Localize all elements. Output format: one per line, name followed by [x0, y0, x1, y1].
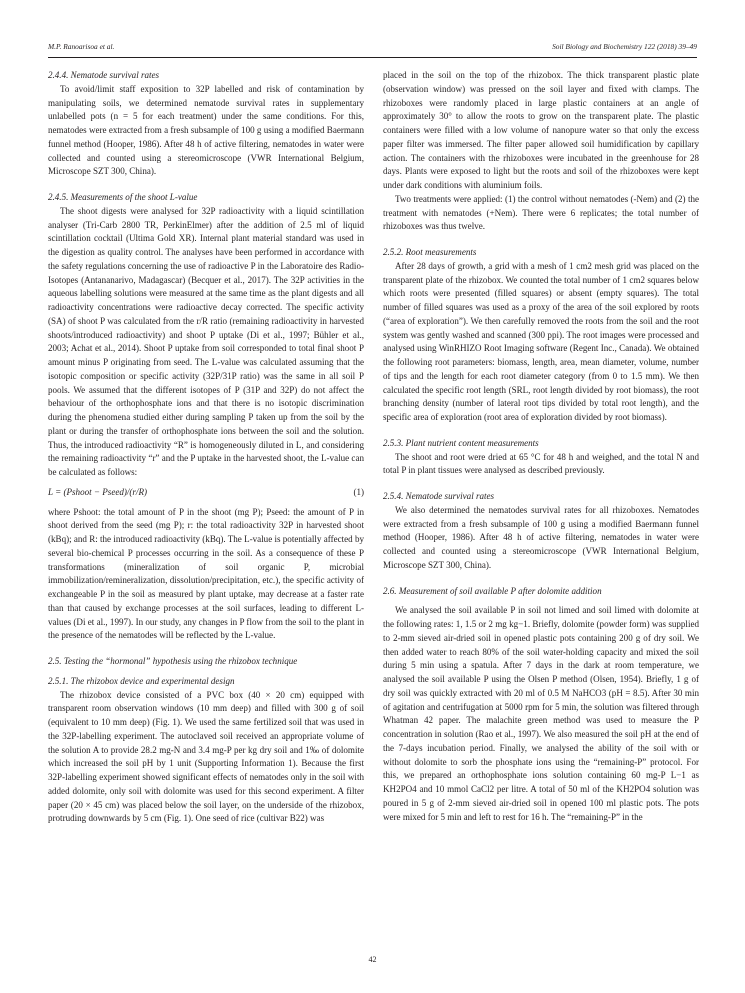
heading-2-5-2: 2.5.2. Root measurements: [383, 247, 477, 257]
left-column: [48, 69, 364, 826]
heading-2-4-4: 2.4.4. Nematode survival rates: [48, 70, 160, 80]
equation-formula: L = (Pshoot − Pseed)/(r/R): [48, 486, 147, 497]
running-header-journal: Soil Biology and Biochemistry 122 (2018) 39–49: [552, 42, 697, 51]
paragraph-treatments: Two treatments were applied: (1) the control without nematodes (-Nem) and (2) the treatment with nematodes (+Nem). There were 6 replicates; the total number of rhizoboxes was thus twelve.: [383, 193, 699, 232]
paragraph-2-4-4: To avoid/limit staff exposition to 32P labelled and risk of contamination by manipulating soils, we determined nematode survival rates in supplementary unlabelled pots (n = 5 for each treatment) under the same conditions. For this, nematodes were extracted from a fresh subsample of 100 g using a modified Baermann funnel method (Hooper, 1986). After 48 h of active filtering, nematodes in water were collected and counted using a stereomicroscope (VWR International Belgium, Microscope SZT 300, China).: [48, 83, 364, 177]
right-column: [383, 69, 699, 824]
paragraph-2-5-2: After 28 days of growth, a grid with a mesh of 1 cm2 mesh grid was placed on the transparent plate of the rhizobox. We counted the total number of 1 cm2 squares below which roots were presented (filled squares) or absent (empty squares). The total number of filled squares was used as a proxy of the area of the soil explored by roots (“area of exploration”). We then carefully removed the roots from the soil and the root system was gently washed and scanned (300 ppi). The root images were processed and analysed using WinRHIZO Root Imaging software (Regent Inc., Canada). We obtained the following root parameters: biomass, length, area, mean diameter, volume, number of tips and the length for each root diameter category (from 0 to 1.5 mm). We then calculated the specific root length (SRL, root length divided by root biomass), the root branching density (number of lateral root tips divided by total root length), and the specific area of exploration (root area of exploration divided by root biomass).: [383, 260, 699, 422]
equation-number: (1): [353, 486, 364, 497]
paragraph-2-5-4: We also determined the nematodes survival rates for all rhizoboxes. Nematodes were extracted from a fresh subsample of 100 g using a modified Baermann funnel method (Hooper, 1986). After 48 h of active filtering, nematodes in water were collected and counted using a stereomicroscope (VWR International Belgium, Microscope SZT 300, China).: [383, 504, 699, 570]
paragraph-2-5-1-cont: placed in the soil on the top of the rhizobox. The thick transparent plastic plate (observation window) was pressed on the soil layer and fixed with clamps. The rhizoboxes were randomly placed in large plastic containers at an angle of approximately 30° to allow the roots to grow on the transparent plate. The plastic containers were filled with a low volume of nanopure water so that only the excess paper filter was immersed. The filter paper allowed soil humidification by capillary action. The containers with the rhizoboxes were incubated in the greenhouse for 28 days. Plants were exposed to light but the roots and soil of the rhizoboxes were kept under dark conditions with aluminium foils.: [383, 70, 699, 190]
running-header-authors: M.P. Ranoarisoa et al.: [48, 42, 115, 51]
equation-1: [48, 486, 364, 500]
paragraph-2-4-5-cont: where Pshoot: the total amount of P in the shoot (mg P); Pseed: the amount of P in shoot derived from the seed (mg P); r: the total radioactivity 32P in harvested shoot (kBq); and R: the introduced radioactivity (kBq). The L-value is potentially affected by several bio-chemical P processes occurring in the soil. As a consequence of these P transformations (mineralization of soil organic P, microbial immobilization/remineralization, dissolution/precipitation, etc.), the specific activity of exchangeable P in the soil as measured by plant uptake, may decrease at a faster rate than that caused by exchange processes at the soil surfaces, leading to different L-values (Di et al., 1997). In our study, any changes in P flow from the soil to the plant in the presence of the nematodes will be reflected by the L-value.: [48, 506, 364, 641]
heading-2-6: 2.6. Measurement of soil available P after dolomite addition: [383, 585, 602, 596]
header-rule: [48, 57, 697, 58]
heading-2-5: 2.5. Testing the “hormonal” hypothesis using the rhizobox technique: [48, 656, 298, 666]
page-number: 42: [368, 955, 377, 964]
heading-2-4-5: 2.4.5. Measurements of the shoot L-value: [48, 192, 198, 202]
heading-2-5-3: 2.5.3. Plant nutrient content measurements: [383, 437, 539, 448]
paragraph-2-5-3: The shoot and root were dried at 65 °C for 48 h and weighed, and the total N and total P in plant tissues were analysed as described previously.: [383, 451, 699, 476]
paragraph-2-5-1: The rhizobox device consisted of a PVC box (40 × 20 cm) equipped with transparent room observation windows (10 mm deep) and filled with 300 g of soil (equivalent to 10 mm deep) (Fig. 1). We used the same fertilized soil that was used in the 32P-labelling experiment. The autoclaved soil received an appropriate volume of the solution A to provide 28.2 mg-N and 3.4 mg-P per kg dry soil and 1‰ of dolomite which increased the soil pH by 1 unit (Supporting Information 1). Because the first 32P-labelling experiment showed significant effects of nematodes only in the soil with added dolomite, only soil with dolomite was used for this second experiment. A filter paper (20 × 45 cm) was placed below the soil layer, on the underside of the rhizobox, protruding downwards by 5 cm (Fig. 1). One seed of rice (cultivar B22) was: [48, 689, 364, 824]
heading-2-5-1: 2.5.1. The rhizobox device and experimental design: [48, 675, 235, 686]
paragraph-2-6: We analysed the soil available P in soil not limed and soil limed with dolomite at the following rates: 1, 1.5 or 2 mg kg−1. Briefly, dolomite (powder form) was supplied to 2-mm sieved air-dried soil in opened plastic pots containing 200 g of dry soil. We then added water to reach 80% of the soil water-holding capacity and mixed the soil during 5 min using a spatula. After 7 days in the dark at room temperature, we analysed the soil available P using the Olsen P method (Olsen, 1954). Briefly, 1 g of dry soil was quickly extracted with 20 ml of 0.5 M NaHCO3 (pH = 8.5). After 30 min of agitation and centrifugation at 5000 rpm for 5 min, the solution was filtered through Whatman 42 paper. The malachite green method was used to measure the P concentration in solution (Rao et al., 1997). We also measured the soil pH at the end of the 7-days incubation period. Finally, we analysed the ability of the soil with or without dolomite to sorb the phosphate ions using the “remaining-P” protocol. For this, we prepared an orthophosphate ions solution containing 60 mg-P L−1 as KH2PO4 and 10 mmol CaCl2 per litre. A total of 50 ml of the KH2PO4 solution was poured in 5 g of 2-mm sieved air-dried soil in opened 100 ml plastic pots. The pots were mixed for 5 min and left to rest for 16 h. The “remaining-P” in the: [383, 605, 699, 822]
heading-2-5-4: 2.5.4. Nematode survival rates: [383, 491, 495, 501]
paragraph-2-4-5: The shoot digests were analysed for 32P radioactivity with a liquid scintillation analyser (Tri-Carb 2800 TR, PerkinElmer) after the addition of 2.5 ml of liquid scintillation cocktail (Ultima Gold XR). Internal plant material standard was used in the digestion as quality control. The analyses have been performed in accordance with the safety regulations concerning the use of radioactive P in the Laboratoire des Radio-Isotopes (Antananarivo, Madagascar) (Becquer et al., 2017). The 32P activities in the aqueous labelling solutions were measured at the same time as the plant digests and all radioactivity concentrations were radioactive decay corrected. The specific activity (SA) of shoot P was calculated from the r/R ratio (remaining radioactivity in harvested shoots/introduced radioactivity) and shoot P uptake (Di et al., 1997; Bühler et al., 2003; Achat et al., 2014). Shoot P uptake from soil corresponded to total final shoot P amount minus P originating from seed. The L-value was calculated assuming that the isotopic composition or specific activity (32P/31P ratio) was the same in all soil P pools. We assumed that the different isotopes of P (31P and 32P) do not affect the behaviour of the orthophosphate ions and that there is no isotopic discrimination during the phenomena studied either during sampling P taken up from the soil by the plant or during the transfer of orthophosphate ions between the soil and the solution. Thus, the introduced radioactivity “R” is homogeneously diluted in L, and considering the remaining radioactivity “r” and the P uptake in the harvested shoot, the L-value can be calculated as follows:: [48, 205, 364, 477]
